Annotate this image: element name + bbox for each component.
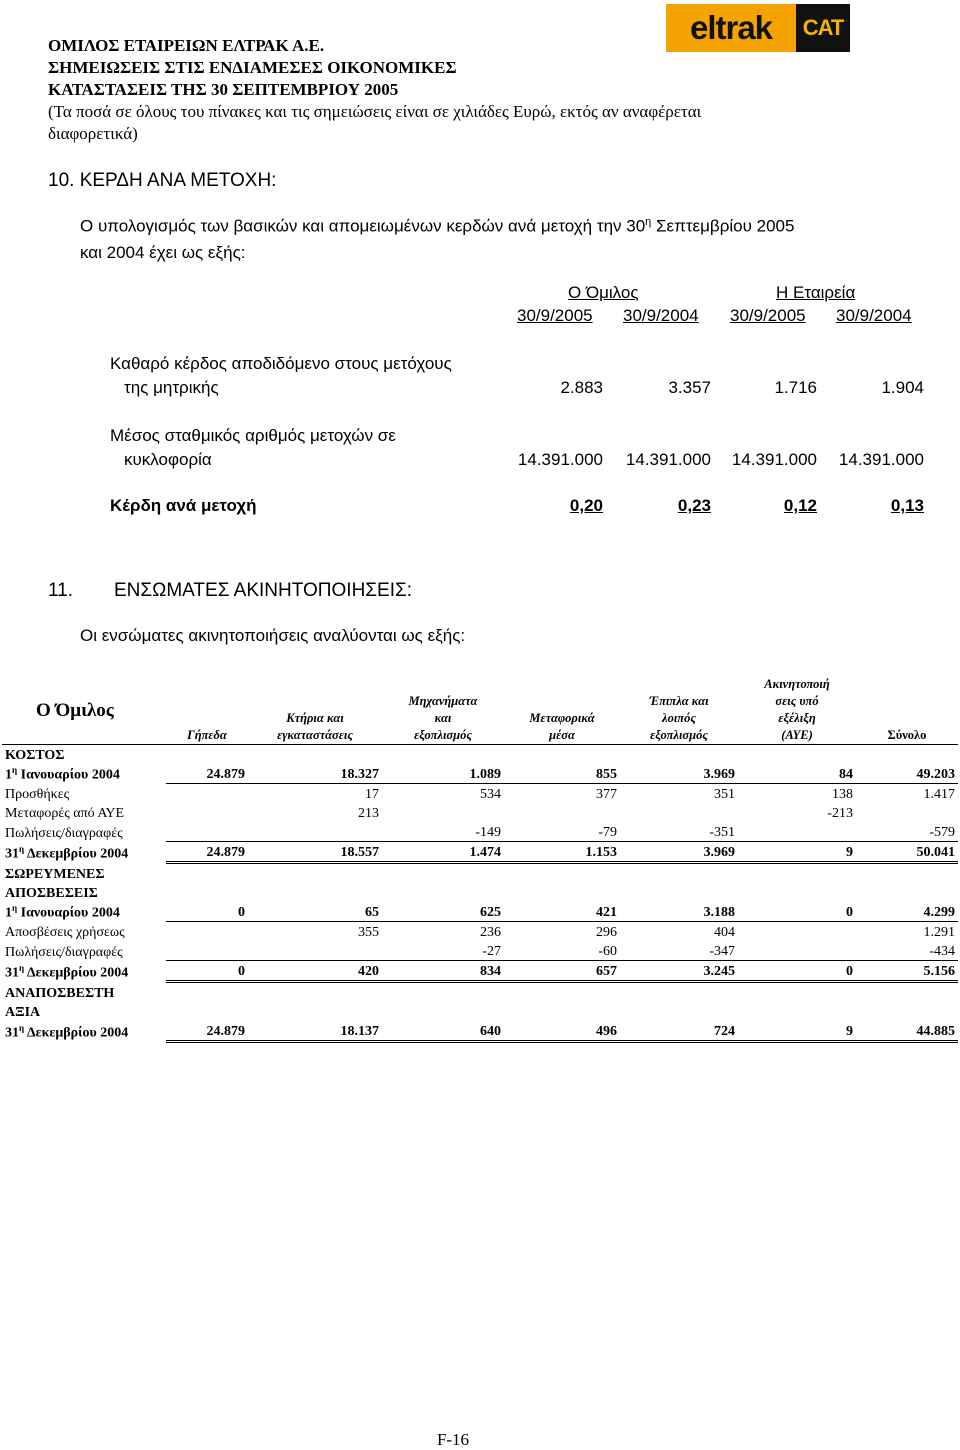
ppe-cell: 0 [166,902,248,922]
ppe-section-title: ΕΝΣΩΜΑΤΕΣ ΑΚΙΝΗΤΟΠΟΙΗΣΕΙΣ: [114,580,413,601]
eps-group-header: Ο Όμιλος [568,283,639,302]
ppe-cell [382,1002,504,1021]
ppe-cell [504,863,620,884]
eps-date-col-3: 30/9/2005 [730,306,806,325]
ppe-cell: -213 [827,806,853,821]
eps-company-header: Η Εταιρεία [776,283,856,302]
eps-shares-value: 14.391.000 [517,450,603,469]
eltrak-logo: eltrak [666,4,796,52]
header-company: ΟΜΙΛΟΣ ΕΤΑΙΡΕΙΩΝ ΕΛΤΡΑΚ Α.Ε. [48,36,325,55]
ppe-row-label: ΑΝΑΠΟΣΒΕΣΤΗ [5,986,115,1001]
ppe-cell [856,863,958,884]
ppe-cell: 44.885 [856,1021,958,1042]
ppe-cell: 855 [504,764,620,784]
eps-shares-value: 14.391.000 [625,450,711,469]
ppe-cell [738,941,856,961]
ppe-cell: 24.879 [166,1021,248,1042]
ppe-cell: 9 [738,842,856,863]
ppe-row-label: $1^\eta$ Ιανουαρίου 2004 [5,764,120,783]
eps-shares-label-cont: κυκλοφορία [124,450,212,469]
eps-net-profit-value: 1.716 [774,378,817,397]
ppe-table [2,676,958,1043]
eps-eps-value: 0,20 [569,496,603,515]
ppe-row-label: ΚΟΣΤΟΣ [5,748,65,763]
ppe-group-label: Ο Όμιλος [2,676,166,745]
ppe-cell [248,941,382,961]
table-row [2,745,958,765]
ppe-cell [166,982,248,1003]
ppe-cell [856,1002,958,1021]
ppe-column-header [248,676,382,745]
eltrak-cat-logo [666,4,850,52]
ppe-cell: 49.203 [856,764,958,784]
ppe-cell [504,1002,620,1021]
table-row [2,803,958,822]
table-row [2,822,958,842]
ppe-column-header [620,676,738,745]
ppe-cell [166,922,248,942]
ppe-cell: 3.969 [620,842,738,863]
header-currency-note: (Τα ποσά σε όλους του πίνακες και τις σημειώσεις είναι σε χιλιάδες Ευρώ, εκτός αν αναφέρεται [48,102,702,121]
eps-eps-value: 0,13 [890,496,924,515]
ppe-row-label: Πωλήσεις/διαγραφές [5,825,123,841]
ppe-cell: 534 [480,787,501,802]
ppe-cell: 404 [714,925,735,940]
ppe-cell [382,863,504,884]
ppe-cell [620,803,738,822]
table-row [2,1002,958,1021]
ppe-cell: 355 [358,925,379,940]
ppe-cell [382,803,504,822]
ppe-column-header-line: εξέλιξη [778,711,816,725]
ppe-column-header [738,676,856,745]
ppe-cell: 18.557 [248,842,382,863]
eps-date-col-2: 30/9/2004 [623,306,699,325]
header-currency-note-cont: διαφορετικά) [48,124,138,143]
ppe-row-label: Πωλήσεις/διαγραφές [5,944,123,960]
eps-date-col-4: 30/9/2004 [836,306,912,325]
ppe-cell: 0 [166,961,248,982]
ppe-column-header-line: (ΑΥΕ) [781,728,813,742]
ppe-column-header [382,676,504,745]
ppe-cell: 351 [714,787,735,802]
ppe-cell: 24.879 [166,842,248,863]
ppe-cell: 84 [738,764,856,784]
ppe-column-header-line: και [434,711,452,725]
ppe-table-body [2,745,958,1042]
ppe-cell [620,982,738,1003]
ppe-cell [248,863,382,884]
ppe-cell: -351 [620,822,738,842]
ppe-cell [738,745,856,765]
ppe-cell: 377 [596,787,617,802]
ppe-column-header-line: Έπιπλα και [649,694,709,708]
ppe-cell: 834 [382,961,504,982]
ppe-row-label: ΣΩΡΕΥΜΕΝΕΣ [5,867,105,882]
ppe-cell [166,803,248,822]
header-notes-title: ΣΗΜΕΙΩΣΕΙΣ ΣΤΙΣ ΕΝΔΙΑΜΕΣΕΣ ΟΙΚΟΝΟΜΙΚΕΣ [48,58,457,77]
table-row [2,1021,958,1042]
ppe-cell [738,1002,856,1021]
ppe-cell [856,803,958,822]
ppe-cell: 1.153 [504,842,620,863]
eps-eps-value: 0,12 [783,496,817,515]
ppe-cell [166,941,248,961]
ppe-cell [856,745,958,765]
eps-intro: Ο υπολογισμός των βασικών και απομειωμένων κερδών ανά μετοχή την $30^\eta$ Σεπτεμβρίου 2005 [80,216,795,236]
ppe-cell: -579 [856,822,958,842]
eps-intro-cont: και 2004 έχει ως εξής: [80,243,246,262]
ppe-column-header-line: Σύνολο [887,728,927,742]
ppe-cell [248,982,382,1003]
eps-eps-label: Κέρδη ανά μετοχή [110,496,257,515]
table-row [2,863,958,884]
eps-section-title: 10. ΚΕΡΔΗ ΑΝΑ ΜΕΤΟΧΗ: [48,170,277,191]
ppe-cell [620,745,738,765]
ppe-column-header-line: Μηχανήματα [408,694,478,708]
ppe-cell: 625 [382,902,504,922]
eps-net-profit-value: 1.904 [881,378,924,397]
ppe-cell: 4.299 [856,902,958,922]
ppe-cell: 17 [365,787,379,802]
ppe-cell: 3.969 [620,764,738,784]
ppe-column-header-line: Μεταφορικά [529,711,595,725]
ppe-cell [166,784,248,804]
ppe-row-label: $31^\eta$ Δεκεμβρίου 2004 [5,962,129,981]
ppe-cell: 18.327 [248,764,382,784]
ppe-cell [738,922,856,942]
ppe-column-header-line: Γήπεδα [187,728,227,742]
ppe-cell: 421 [504,902,620,922]
cat-logo: CAT [796,4,850,52]
ppe-cell: 1.291 [923,925,955,940]
ppe-cell: 3.188 [620,902,738,922]
table-row [2,784,958,804]
ppe-column-header [856,676,958,745]
ppe-cell [248,883,382,902]
ppe-column-header [504,676,620,745]
ppe-cell: 18.137 [248,1021,382,1042]
eps-net-profit-label: Καθαρό κέρδος αποδιδόμενο στους μετόχους [110,354,452,373]
ppe-cell: 213 [358,806,379,821]
ppe-cell [738,822,856,842]
ppe-cell: 640 [382,1021,504,1042]
ppe-row-label: Αποσβέσεις χρήσεως [5,925,125,940]
ppe-cell: -79 [504,822,620,842]
ppe-column-header-line: εξοπλισμός [414,728,472,742]
eps-shares-value: 14.391.000 [731,450,817,469]
table-row [2,982,958,1003]
ppe-cell [382,982,504,1003]
ppe-cell: 1.474 [382,842,504,863]
ppe-column-header-line: μέσα [549,728,575,742]
ppe-cell [504,982,620,1003]
ppe-column-header-line: σεις υπό [775,694,819,708]
ppe-column-header [166,676,248,745]
ppe-header-row [2,676,958,745]
ppe-cell: 236 [480,925,501,940]
ppe-cell [166,883,248,902]
ppe-row-label: $1^\eta$ Ιανουαρίου 2004 [5,902,120,921]
ppe-row-label: $31^\eta$ Δεκεμβρίου 2004 [5,1022,129,1041]
ppe-cell: 724 [620,1021,738,1042]
ppe-cell: 0 [738,902,856,922]
ppe-row-label: Προσθήκες [5,787,70,802]
ppe-cell: 9 [738,1021,856,1042]
ppe-cell: 1.089 [382,764,504,784]
ppe-cell: 3.245 [620,961,738,982]
ppe-column-header-line: Κτήρια και [286,711,344,725]
table-row [2,842,958,863]
ppe-column-header-line: εγκαταστάσεις [277,728,353,742]
ppe-cell: 296 [596,925,617,940]
ppe-cell: -149 [382,822,504,842]
ppe-cell: 1.417 [923,787,955,802]
ppe-cell: 5.156 [856,961,958,982]
ppe-column-header-line: λοιπός [662,711,696,725]
ppe-column-header-line: εξοπλισμός [650,728,708,742]
ppe-cell: 0 [738,961,856,982]
ppe-cell [166,863,248,884]
ppe-cell [248,745,382,765]
ppe-cell [166,1002,248,1021]
ppe-cell [382,745,504,765]
ppe-cell: -347 [620,941,738,961]
ppe-cell [738,883,856,902]
ppe-row-label: $31^\eta$ Δεκεμβρίου 2004 [5,843,129,862]
ppe-cell [738,982,856,1003]
header-period: ΚΑΤΑΣΤΑΣΕΙΣ ΤΗΣ 30 ΣΕΠΤΕΜΒΡΙΟΥ 2005 [48,80,399,99]
eps-net-profit-value: 3.357 [668,378,711,397]
ppe-column-header-line: Ακινητοποιή [764,677,830,691]
eps-shares-label: Μέσος σταθμικός αριθμός μετοχών σε [110,426,396,445]
ppe-cell: 50.041 [856,842,958,863]
ppe-cell: 657 [504,961,620,982]
eps-net-profit-label-cont: της μητρικής [124,378,219,397]
eps-net-profit-value: 2.883 [560,378,603,397]
ppe-cell [856,982,958,1003]
ppe-cell [620,1002,738,1021]
ppe-row-label: Μεταφορές από ΑΥΕ [5,806,125,821]
eps-date-col-1: 30/9/2005 [517,306,593,325]
ppe-cell [856,883,958,902]
ppe-cell: 420 [248,961,382,982]
ppe-cell [620,863,738,884]
table-row [2,922,958,942]
eps-shares-value: 14.391.000 [838,450,924,469]
ppe-cell [382,883,504,902]
ppe-cell: 138 [832,787,853,802]
table-row [2,941,958,961]
ppe-cell: 24.879 [166,764,248,784]
ppe-cell [504,883,620,902]
table-row [2,764,958,784]
ppe-cell [738,863,856,884]
page-number: F-16 [436,1430,470,1449]
ppe-row-label: ΑΠΟΣΒΕΣΕΙΣ [5,886,98,901]
ppe-row-label: ΑΞΙΑ [5,1005,41,1020]
ppe-cell [166,745,248,765]
ppe-cell: -434 [856,941,958,961]
table-row [2,902,958,922]
ppe-cell [504,745,620,765]
ppe-cell [620,883,738,902]
table-row [2,883,958,902]
ppe-cell: 65 [248,902,382,922]
eps-eps-value: 0,23 [677,496,711,515]
ppe-cell [504,803,620,822]
ppe-cell: -60 [504,941,620,961]
ppe-section-number: 11. [48,580,74,601]
ppe-cell: -27 [382,941,504,961]
ppe-intro: Οι ενσώματες ακινητοποιήσεις αναλύονται ως εξής: [80,626,466,645]
ppe-cell [248,822,382,842]
ppe-cell [166,822,248,842]
table-row [2,961,958,982]
ppe-cell [248,1002,382,1021]
ppe-cell: 496 [504,1021,620,1042]
